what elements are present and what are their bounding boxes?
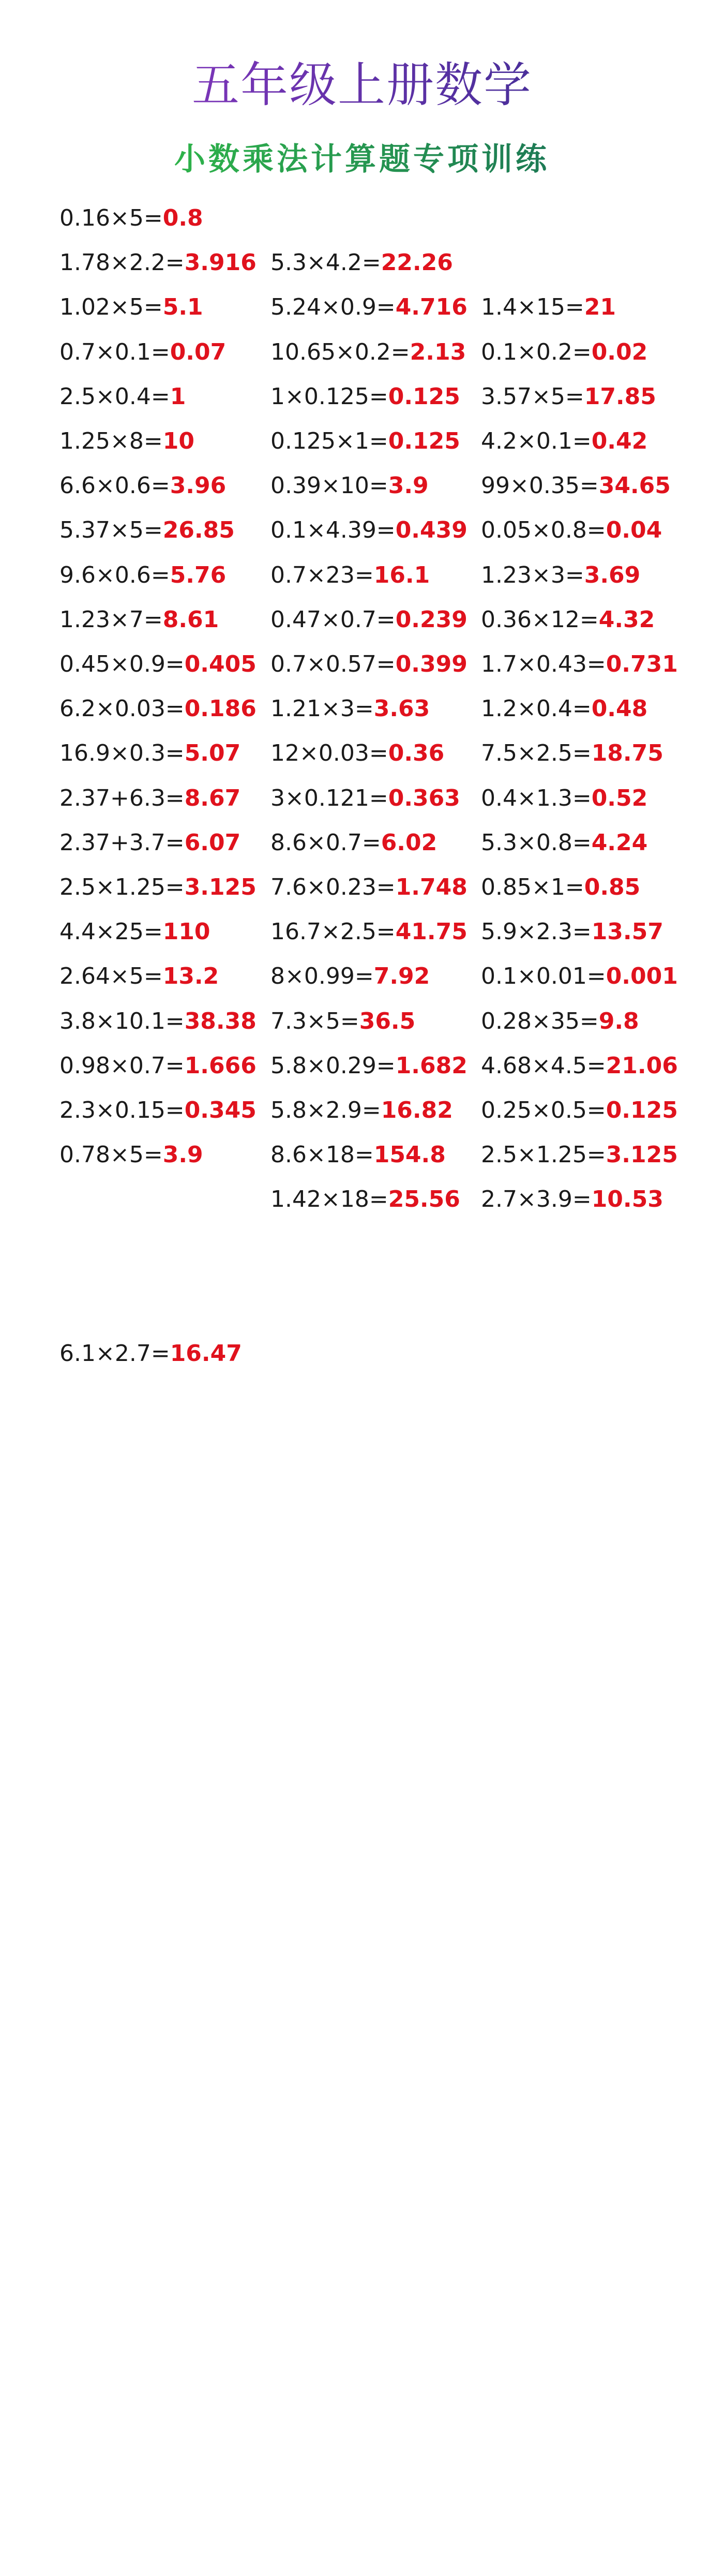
problem-item: [59, 916, 210, 948]
problem-item: [481, 515, 662, 546]
problem-answer: 0.439: [395, 517, 467, 544]
problem-item: [270, 337, 466, 368]
problem-item: [270, 470, 429, 501]
problem-answer: 9.8: [598, 1008, 639, 1034]
problem-expression: 5.3×0.8=: [481, 829, 592, 856]
problem-item: [270, 381, 460, 412]
problem-expression: 0.98×0.7=: [59, 1052, 185, 1079]
problem-item: [270, 247, 453, 278]
problem-answer: 1: [170, 383, 186, 410]
problem-answer: 0.8: [162, 205, 203, 231]
problem-item: [59, 292, 203, 323]
problem-answer: 16.1: [373, 561, 430, 588]
problem-answer: 2.13: [410, 338, 466, 365]
problem-answer: 10: [162, 428, 194, 454]
problem-answer: 1.748: [395, 874, 467, 900]
problem-answer: 34.65: [598, 472, 671, 499]
problem-item: [59, 649, 257, 680]
problem-item: [481, 961, 678, 992]
problem-item: [59, 381, 186, 412]
problem-expression: 2.64×5=: [59, 963, 163, 990]
problem-expression: 1×0.125=: [270, 383, 388, 410]
problem-item: [270, 916, 467, 948]
problem-item: [59, 961, 219, 992]
problem-item: [270, 1006, 415, 1037]
problem-expression: 2.7×3.9=: [481, 1186, 592, 1213]
problem-expression: 0.39×10=: [270, 472, 388, 499]
problem-item: [481, 1095, 678, 1126]
problem-expression: 8.6×0.7=: [270, 829, 381, 856]
problem-expression: 0.85×1=: [481, 874, 584, 900]
problem-expression: 1.42×18=: [270, 1186, 388, 1213]
problem-answer: 1.682: [395, 1052, 467, 1079]
problem-expression: 1.2×0.4=: [481, 695, 592, 722]
problem-item: [481, 604, 655, 635]
problem-answer: 0.125: [388, 428, 460, 454]
problem-answer: 16.47: [170, 1340, 242, 1367]
problem-expression: 7.5×2.5=: [481, 740, 592, 767]
problem-item: [59, 560, 226, 591]
problem-answer: 3.916: [184, 249, 257, 276]
problem-answer: 4.716: [395, 294, 467, 321]
problem-expression: 0.7×0.57=: [270, 651, 396, 677]
problem-item: [59, 470, 226, 501]
problem-expression: 8.6×18=: [270, 1142, 374, 1168]
problem-expression: 0.1×0.01=: [481, 963, 606, 990]
problem-item: [270, 1095, 453, 1126]
problem-expression: 7.3×5=: [270, 1008, 359, 1034]
problem-item: [481, 337, 647, 368]
problem-answer: 0.186: [184, 695, 257, 722]
problem-expression: 0.28×35=: [481, 1008, 599, 1034]
problem-answer: 154.8: [373, 1142, 446, 1168]
problem-expression: 0.78×5=: [59, 1142, 163, 1168]
problem-item: [270, 827, 437, 858]
problem-answer: 8.61: [162, 606, 219, 633]
problem-item: [270, 872, 467, 903]
problem-item: [481, 292, 616, 323]
problem-answer: 3.96: [170, 472, 227, 499]
problem-answer: 4.32: [598, 606, 655, 633]
problem-expression: 5.24×0.9=: [270, 294, 396, 321]
problem-item: [481, 1139, 678, 1171]
problem-expression: 6.6×0.6=: [59, 472, 170, 499]
problem-expression: 2.5×1.25=: [59, 874, 185, 900]
problem-answer: 0.52: [591, 784, 648, 811]
problem-expression: 3×0.121=: [270, 784, 388, 811]
problem-answer: 0.345: [184, 1097, 257, 1123]
problem-answer: 0.405: [184, 651, 257, 677]
problem-item: [270, 649, 467, 680]
problem-item: [481, 426, 647, 457]
problem-expression: 1.4×15=: [481, 294, 584, 321]
problem-item: [59, 247, 257, 278]
problem-item: [59, 426, 194, 457]
problem-answer: 0.42: [591, 428, 648, 454]
problem-expression: 0.1×0.2=: [481, 338, 592, 365]
problem-item: [481, 1006, 639, 1037]
problem-expression: 0.47×0.7=: [270, 606, 396, 633]
problem-item: [270, 604, 467, 635]
problem-answer: 17.85: [584, 383, 656, 410]
problem-answer: 5.76: [170, 561, 227, 588]
problem-expression: 1.78×2.2=: [59, 249, 185, 276]
problem-expression: 0.1×4.39=: [270, 517, 396, 544]
problem-answer: 10.53: [591, 1186, 663, 1213]
problem-item: [481, 872, 640, 903]
problem-expression: 0.125×1=: [270, 428, 388, 454]
problem-item: [481, 783, 647, 814]
problem-expression: 16.9×0.3=: [59, 740, 185, 767]
problem-answer: 3.63: [373, 695, 430, 722]
problem-item: [270, 515, 467, 546]
problem-expression: 0.36×12=: [481, 606, 599, 633]
problem-expression: 5.3×4.2=: [270, 249, 381, 276]
problem-item: [270, 961, 430, 992]
problem-answer: 4.24: [591, 829, 648, 856]
problem-answer: 13.57: [591, 919, 663, 945]
problem-expression: 0.4×1.3=: [481, 784, 592, 811]
problem-answer: 0.125: [388, 383, 460, 410]
problem-answer: 0.239: [395, 606, 467, 633]
problem-answer: 36.5: [359, 1008, 416, 1034]
problem-answer: 3.69: [584, 561, 641, 588]
problem-expression: 0.45×0.9=: [59, 651, 185, 677]
problem-item: [59, 1050, 257, 1082]
problem-answer: 16.82: [381, 1097, 453, 1123]
problem-answer: 5.07: [184, 740, 241, 767]
problem-item: [59, 827, 240, 858]
problem-answer: 0.36: [388, 740, 445, 767]
problem-expression: 9.6×0.6=: [59, 561, 170, 588]
problem-answer: 21: [584, 294, 616, 321]
problem-item: [59, 604, 219, 635]
problem-answer: 6.07: [184, 829, 241, 856]
problem-answer: 18.75: [591, 740, 663, 767]
problem-expression: 4.2×0.1=: [481, 428, 592, 454]
problem-expression: 2.37+6.3=: [59, 784, 185, 811]
problem-expression: 2.5×0.4=: [59, 383, 170, 410]
problem-expression: 99×0.35=: [481, 472, 599, 499]
problem-item: [481, 738, 663, 769]
problem-answer: 0.399: [395, 651, 467, 677]
problem-item: [59, 337, 226, 368]
problem-answer: 0.07: [170, 338, 227, 365]
problem-item: [270, 1139, 446, 1171]
problem-item: [59, 783, 240, 814]
problem-answer: 7.92: [373, 963, 430, 990]
problem-answer: 21.06: [606, 1052, 678, 1079]
problem-item: [270, 292, 467, 323]
problem-item: [59, 872, 257, 903]
problem-expression: 0.25×0.5=: [481, 1097, 606, 1123]
problem-answer: 0.48: [591, 695, 648, 722]
problem-expression: 0.05×0.8=: [481, 517, 606, 544]
problem-answer: 0.731: [606, 651, 678, 677]
problem-item: [270, 426, 460, 457]
problem-item: [59, 693, 257, 724]
problem-answer: 3.9: [162, 1142, 203, 1168]
problem-answer: 0.04: [606, 517, 662, 544]
problem-item: [481, 916, 663, 948]
problem-item: [59, 1095, 257, 1126]
problem-expression: 3.8×10.1=: [59, 1008, 185, 1034]
problem-expression: 2.37+3.7=: [59, 829, 185, 856]
problem-expression: 6.1×2.7=: [59, 1340, 170, 1367]
problem-answer: 6.02: [381, 829, 438, 856]
problem-item: [481, 827, 647, 858]
problem-expression: 4.4×25=: [59, 919, 163, 945]
problem-answer: 5.1: [162, 294, 203, 321]
problem-item: [481, 381, 656, 412]
problem-answer: 0.363: [388, 784, 460, 811]
problem-item: [59, 1006, 257, 1037]
problem-expression: 1.02×5=: [59, 294, 163, 321]
problem-expression: 1.23×3=: [481, 561, 584, 588]
problem-answer: 13.2: [162, 963, 219, 990]
problem-expression: 8×0.99=: [270, 963, 374, 990]
problem-item: [270, 693, 430, 724]
problem-answer: 0.125: [606, 1097, 678, 1123]
problem-answer: 3.125: [184, 874, 257, 900]
problem-expression: 1.25×8=: [59, 428, 163, 454]
problem-expression: 3.57×5=: [481, 383, 584, 410]
problem-item: [481, 470, 671, 501]
problem-item: [59, 1139, 203, 1171]
problem-answer: 22.26: [381, 249, 453, 276]
problem-answer: 8.67: [184, 784, 241, 811]
extra-problem: [59, 1338, 242, 1369]
problem-expression: 6.2×0.03=: [59, 695, 185, 722]
problem-item: [59, 738, 240, 769]
problem-answer: 0.85: [584, 874, 641, 900]
problem-expression: 16.7×2.5=: [270, 919, 396, 945]
problem-expression: 5.9×2.3=: [481, 919, 592, 945]
problem-answer: 0.001: [606, 963, 678, 990]
problem-expression: 5.37×5=: [59, 517, 163, 544]
problem-answer: 26.85: [162, 517, 235, 544]
problem-item: [59, 203, 203, 234]
problem-item: [270, 1050, 467, 1082]
problem-expression: 0.16×5=: [59, 205, 163, 231]
problem-answer: 3.125: [606, 1142, 678, 1168]
problem-item: [481, 1184, 663, 1215]
problem-item: [270, 783, 460, 814]
problem-expression: 2.5×1.25=: [481, 1142, 606, 1168]
problem-item: [481, 693, 647, 724]
problem-answer: 0.02: [591, 338, 648, 365]
problem-expression: 1.7×0.43=: [481, 651, 606, 677]
problem-item: [270, 560, 430, 591]
problem-expression: 4.68×4.5=: [481, 1052, 606, 1079]
problem-answer: 25.56: [388, 1186, 460, 1213]
problem-answer: 1.666: [184, 1052, 257, 1079]
problem-expression: 5.8×2.9=: [270, 1097, 381, 1123]
problem-answer: 110: [162, 919, 210, 945]
problem-answer: 38.38: [184, 1008, 257, 1034]
problem-item: [481, 560, 640, 591]
problem-item: [481, 649, 678, 680]
problem-item: [59, 515, 235, 546]
problem-expression: 12×0.03=: [270, 740, 388, 767]
problem-item: [270, 738, 444, 769]
problem-expression: 2.3×0.15=: [59, 1097, 185, 1123]
problem-item: [270, 1184, 460, 1215]
problem-expression: 5.8×0.29=: [270, 1052, 396, 1079]
problem-expression: 0.7×23=: [270, 561, 374, 588]
page-title: 五年级上册数学: [0, 54, 724, 116]
problem-item: [481, 1050, 678, 1082]
problem-expression: 7.6×0.23=: [270, 874, 396, 900]
problem-expression: 0.7×0.1=: [59, 338, 170, 365]
page-subtitle: 小数乘法计算题专项训练: [0, 139, 724, 180]
problem-expression: 1.21×3=: [270, 695, 374, 722]
problem-answer: 41.75: [395, 919, 467, 945]
problem-expression: 10.65×0.2=: [270, 338, 410, 365]
problem-answer: 3.9: [388, 472, 429, 499]
problem-expression: 1.23×7=: [59, 606, 163, 633]
